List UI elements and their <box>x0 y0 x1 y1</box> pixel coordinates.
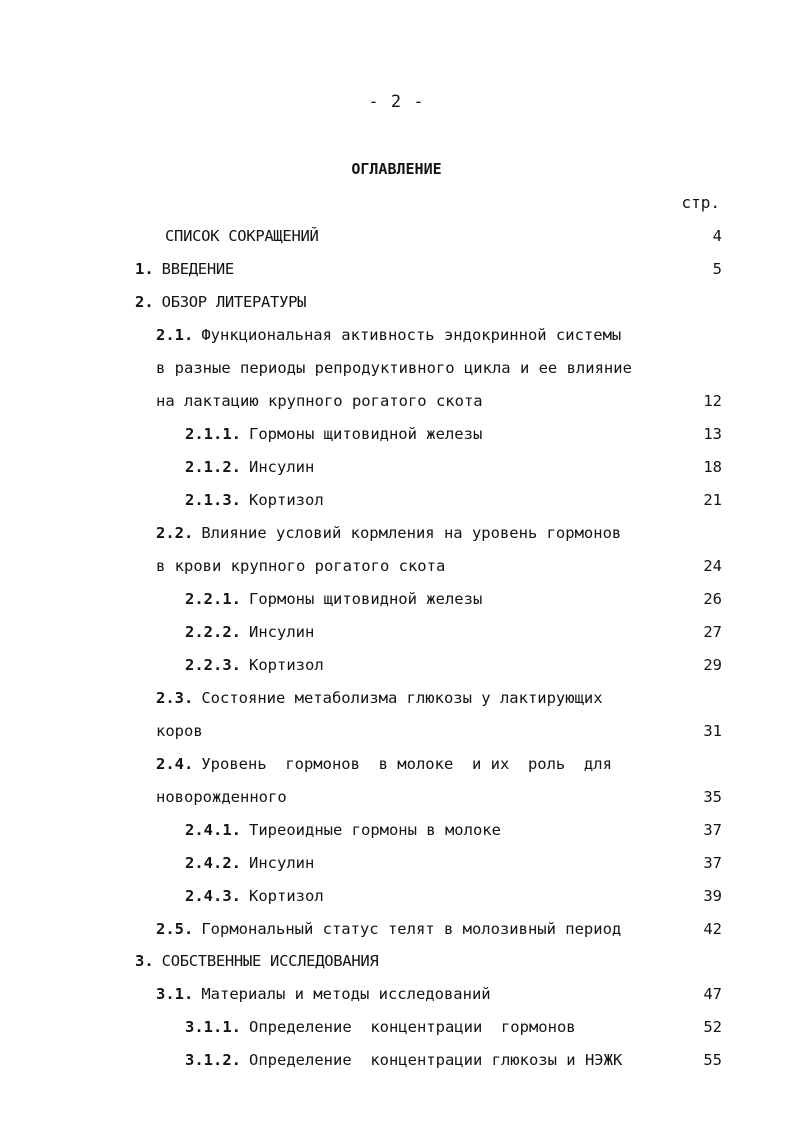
toc-entry-2 <box>135 291 306 313</box>
toc-entry-text: в разные периоды репродуктивного цикла и ее влияние <box>156 359 632 377</box>
toc-entry-page: 12 <box>703 392 722 410</box>
toc-entry-text: Состояние метаболизма глюкозы у лактирующих <box>201 689 603 707</box>
toc-entry-number: 3.1.2. <box>185 1051 241 1069</box>
toc-title: ОГЛАВЛЕНИЕ <box>351 160 442 178</box>
toc-entry-page: 18 <box>703 458 722 476</box>
toc-entry-2-2 <box>156 522 621 544</box>
toc-entry-text: Инсулин <box>249 854 315 872</box>
toc-entry-3-1 <box>156 983 491 1005</box>
toc-entry-page: 35 <box>703 788 722 806</box>
toc-entry-2-5 <box>156 918 621 940</box>
toc-entry-text: Гормоны щитовидной железы <box>249 425 483 443</box>
toc-entry-continuation <box>156 357 632 379</box>
toc-entry-number: 2. <box>135 293 154 311</box>
toc-entry-number: 2.1.1. <box>185 425 241 443</box>
toc-entry-text: Тиреоидные гормоны в молоке <box>249 821 501 839</box>
toc-entry-number: 2.5. <box>156 920 194 938</box>
toc-entry-text: Определение концентрации гормонов <box>249 1018 576 1036</box>
toc-entry-number: 2.1. <box>156 326 194 344</box>
toc-entry-number: 2.2.1. <box>185 590 241 608</box>
toc-entry-page: 5 <box>712 260 722 278</box>
toc-entry-2-4 <box>156 753 612 775</box>
toc-entry-1 <box>135 258 234 280</box>
toc-entry-text: в крови крупного рогатого скота <box>156 557 446 575</box>
toc-entry-text: новорожденного <box>156 788 287 806</box>
toc-entry-page: 4 <box>712 227 722 245</box>
toc-entry-continuation <box>156 555 445 577</box>
page-column-header: стр. <box>681 193 720 212</box>
toc-entry-number: 1. <box>135 260 154 278</box>
toc-entry-page: 24 <box>703 557 722 575</box>
toc-entry-number: 2.4. <box>156 755 194 773</box>
toc-entry-text: СОБСТВЕННЫЕ ИССЛЕДОВАНИЯ <box>161 952 379 970</box>
toc-entry-3-1-2 <box>185 1049 622 1071</box>
toc-entry-continuation <box>156 390 483 412</box>
toc-entry-page: 29 <box>703 656 722 674</box>
toc-entry-page: 39 <box>703 887 722 905</box>
toc-entry-number: 3. <box>135 952 154 970</box>
toc-entry-text: Уровень гормонов в молоке и их роль для <box>201 755 612 773</box>
toc-entry-text: ВВЕДЕНИЕ <box>161 260 234 278</box>
toc-entry-2-2-3 <box>185 654 324 676</box>
toc-entry-2-1-1 <box>185 423 482 445</box>
toc-entry-number: 2.2.3. <box>185 656 241 674</box>
toc-entry-text: Гормональный статус телят в молозивный период <box>201 920 622 938</box>
toc-entry-number: 3.1. <box>156 985 194 1003</box>
toc-entry-page: 47 <box>703 985 722 1003</box>
toc-entry-page: 42 <box>703 920 722 938</box>
toc-entry-text: Определение концентрации глюкозы и НЭЖК <box>249 1051 623 1069</box>
toc-entry-text: Кортизол <box>249 887 324 905</box>
toc-entry-text: Кортизол <box>249 656 324 674</box>
toc-entry-text: ОБЗОР ЛИТЕРАТУРЫ <box>161 293 307 311</box>
toc-entry-text: Материалы и методы исследований <box>201 985 491 1003</box>
toc-entry-2-4-2 <box>185 852 314 874</box>
toc-entry-continuation <box>156 720 203 742</box>
toc-entry-2-4-3 <box>185 885 324 907</box>
toc-entry-text: на лактацию крупного рогатого скота <box>156 392 483 410</box>
toc-entry-page: 27 <box>703 623 722 641</box>
toc-entry-number: 2.2.2. <box>185 623 241 641</box>
toc-entry-2-1-3 <box>185 489 324 511</box>
toc-entry-number: 2.4.2. <box>185 854 241 872</box>
toc-entry-number: 2.1.3. <box>185 491 241 509</box>
toc-entry-3 <box>135 950 378 972</box>
toc-entry-text: Функциональная активность эндокринной системы <box>201 326 622 344</box>
toc-entry-page: 52 <box>703 1018 722 1036</box>
toc-entry-text: Кортизол <box>249 491 324 509</box>
toc-entry-2-2-1 <box>185 588 482 610</box>
toc-entry-page: 37 <box>703 854 722 872</box>
toc-entry-page: 55 <box>703 1051 722 1069</box>
page-number: - 2 - <box>368 92 425 112</box>
toc-entry-page: 31 <box>703 722 722 740</box>
toc-entry-2-2-2 <box>185 621 314 643</box>
toc-entry-number: 2.3. <box>156 689 194 707</box>
toc-entry-number: 2.4.3. <box>185 887 241 905</box>
toc-entry-page: 13 <box>703 425 722 443</box>
toc-entry-2-3 <box>156 687 603 709</box>
toc-entry-continuation <box>156 786 287 808</box>
toc-entry-number: 2.4.1. <box>185 821 241 839</box>
toc-entry-number: 2.2. <box>156 524 194 542</box>
toc-entry-number: 3.1.1. <box>185 1018 241 1036</box>
toc-entry-2-4-1 <box>185 819 501 841</box>
toc-entry-3-1-1 <box>185 1016 576 1038</box>
toc-entry-text: коров <box>156 722 203 740</box>
toc-entry-text: СПИСОК СОКРАЩЕНИЙ <box>165 227 319 245</box>
toc-entry-abbreviations <box>165 225 319 247</box>
toc-entry-page: 37 <box>703 821 722 839</box>
toc-entry-text: Инсулин <box>249 623 315 641</box>
toc-entry-2-1-2 <box>185 456 314 478</box>
toc-entry-2-1 <box>156 324 621 346</box>
toc-entry-number: 2.1.2. <box>185 458 241 476</box>
toc-entry-text: Инсулин <box>249 458 315 476</box>
toc-entry-page: 21 <box>703 491 722 509</box>
toc-entry-text: Гормоны щитовидной железы <box>249 590 483 608</box>
toc-entry-text: Влияние условий кормления на уровень гормонов <box>201 524 622 542</box>
toc-entry-page: 26 <box>703 590 722 608</box>
